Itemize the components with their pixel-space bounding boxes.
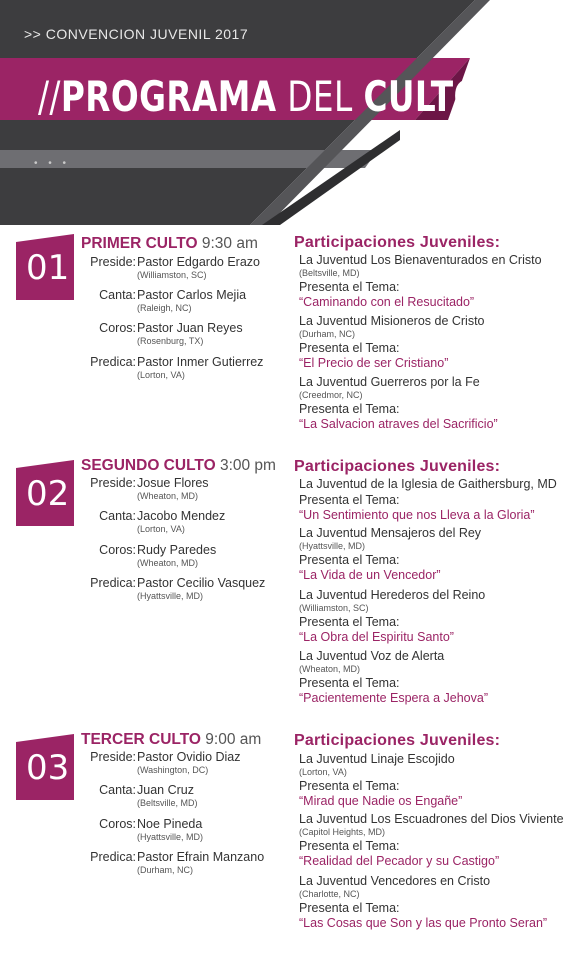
role-row: Canta: Jacobo Mendez (Lorton, VA) [99,509,226,534]
role-row: Coros: Noe Pineda (Hyattsville, MD) [99,817,204,842]
participations-title: Participaciones Juveniles: [294,234,501,251]
convention-kicker: >> CONVENCION JUVENIL 2017 [24,26,249,42]
service-number-badge: 01 [16,234,74,300]
role-row: Canta: Pastor Carlos Mejia (Raleigh, NC) [99,288,247,313]
role-row: Preside: Pastor Ovidio Diaz (Washington, DC) [90,750,241,775]
participation-item: La Juventud Mensajeros del Rey (Hyattsville, MD) Presenta el Tema: “La Vida de un Vencedor” [299,526,482,582]
participation-item: La Juventud Herederos del Reino (Williamston, SC) Presenta el Tema: “La Obra del Espiritu Santo” [299,588,486,644]
participation-item: La Juventud Vencedores en Cristo (Charlotte, NC) Presenta el Tema: “Las Cosas que Son y las que Pronto Seran” [299,874,548,930]
decorative-dots: • • • [34,158,71,169]
participation-item: La Juventud de la Iglesia de Gaithersburg, MD Presenta el Tema: “Un Sentimiento que nos Lleva a la Gloria” [299,477,557,522]
participation-item: La Juventud Los Bienaventurados en Cristo (Beltsville, MD) Presenta el Tema: “Caminando con el Resucitado” [299,253,542,309]
service-title: SEGUNDO CULTO 3:00 pm [81,457,276,474]
participation-item: La Juventud Linaje Escojido (Lorton, VA) Presenta el Tema: “Mirad que Nadie os Engañe” [299,752,463,808]
participation-item: La Juventud Misioneros de Cristo (Durham, NC) Presenta el Tema: “El Precio de ser Cristiano” [299,314,485,370]
role-row: Preside: Josue Flores (Wheaton, MD) [90,476,209,501]
service-number-badge: 02 [16,460,74,526]
role-row: Canta: Juan Cruz (Beltsville, MD) [99,783,198,808]
participations-title: Participaciones Juveniles: [294,732,501,749]
participation-item: La Juventud Guerreros por la Fe (Creedmor, NC) Presenta el Tema: “La Salvacion atraves del Sacrificio” [299,375,498,431]
header-banner [0,0,588,225]
role-row: Coros: Pastor Juan Reyes (Rosenburg, TX) [99,321,243,346]
service-number-badge: 03 [16,734,74,800]
role-row: Predica: Pastor Efrain Manzano (Durham, NC) [90,850,265,875]
role-row: Coros: Rudy Paredes (Wheaton, MD) [99,543,217,568]
role-row: Preside: Pastor Edgardo Erazo (Williamston, SC) [90,255,260,280]
service-title: TERCER CULTO 9:00 am [81,731,262,748]
role-row: Predica: Pastor Inmer Gutierrez (Lorton, VA) [90,355,264,380]
participation-item: La Juventud Voz de Alerta (Wheaton, MD) Presenta el Tema: “Pacientemente Espera a Jehova” [299,649,488,705]
participations-title: Participaciones Juveniles: [294,458,501,475]
service-title: PRIMER CULTO 9:30 am [81,235,258,252]
role-row: Predica: Pastor Cecilio Vasquez (Hyattsville, MD) [90,576,266,601]
page-title: //PROGRAMA DEL CULTO [38,72,482,121]
participation-item: La Juventud Los Escuadrones del Dios Viviente (Capitol Heights, MD) Presenta el Tema: “Realidad del Pecador y su Castigo” [299,812,564,868]
